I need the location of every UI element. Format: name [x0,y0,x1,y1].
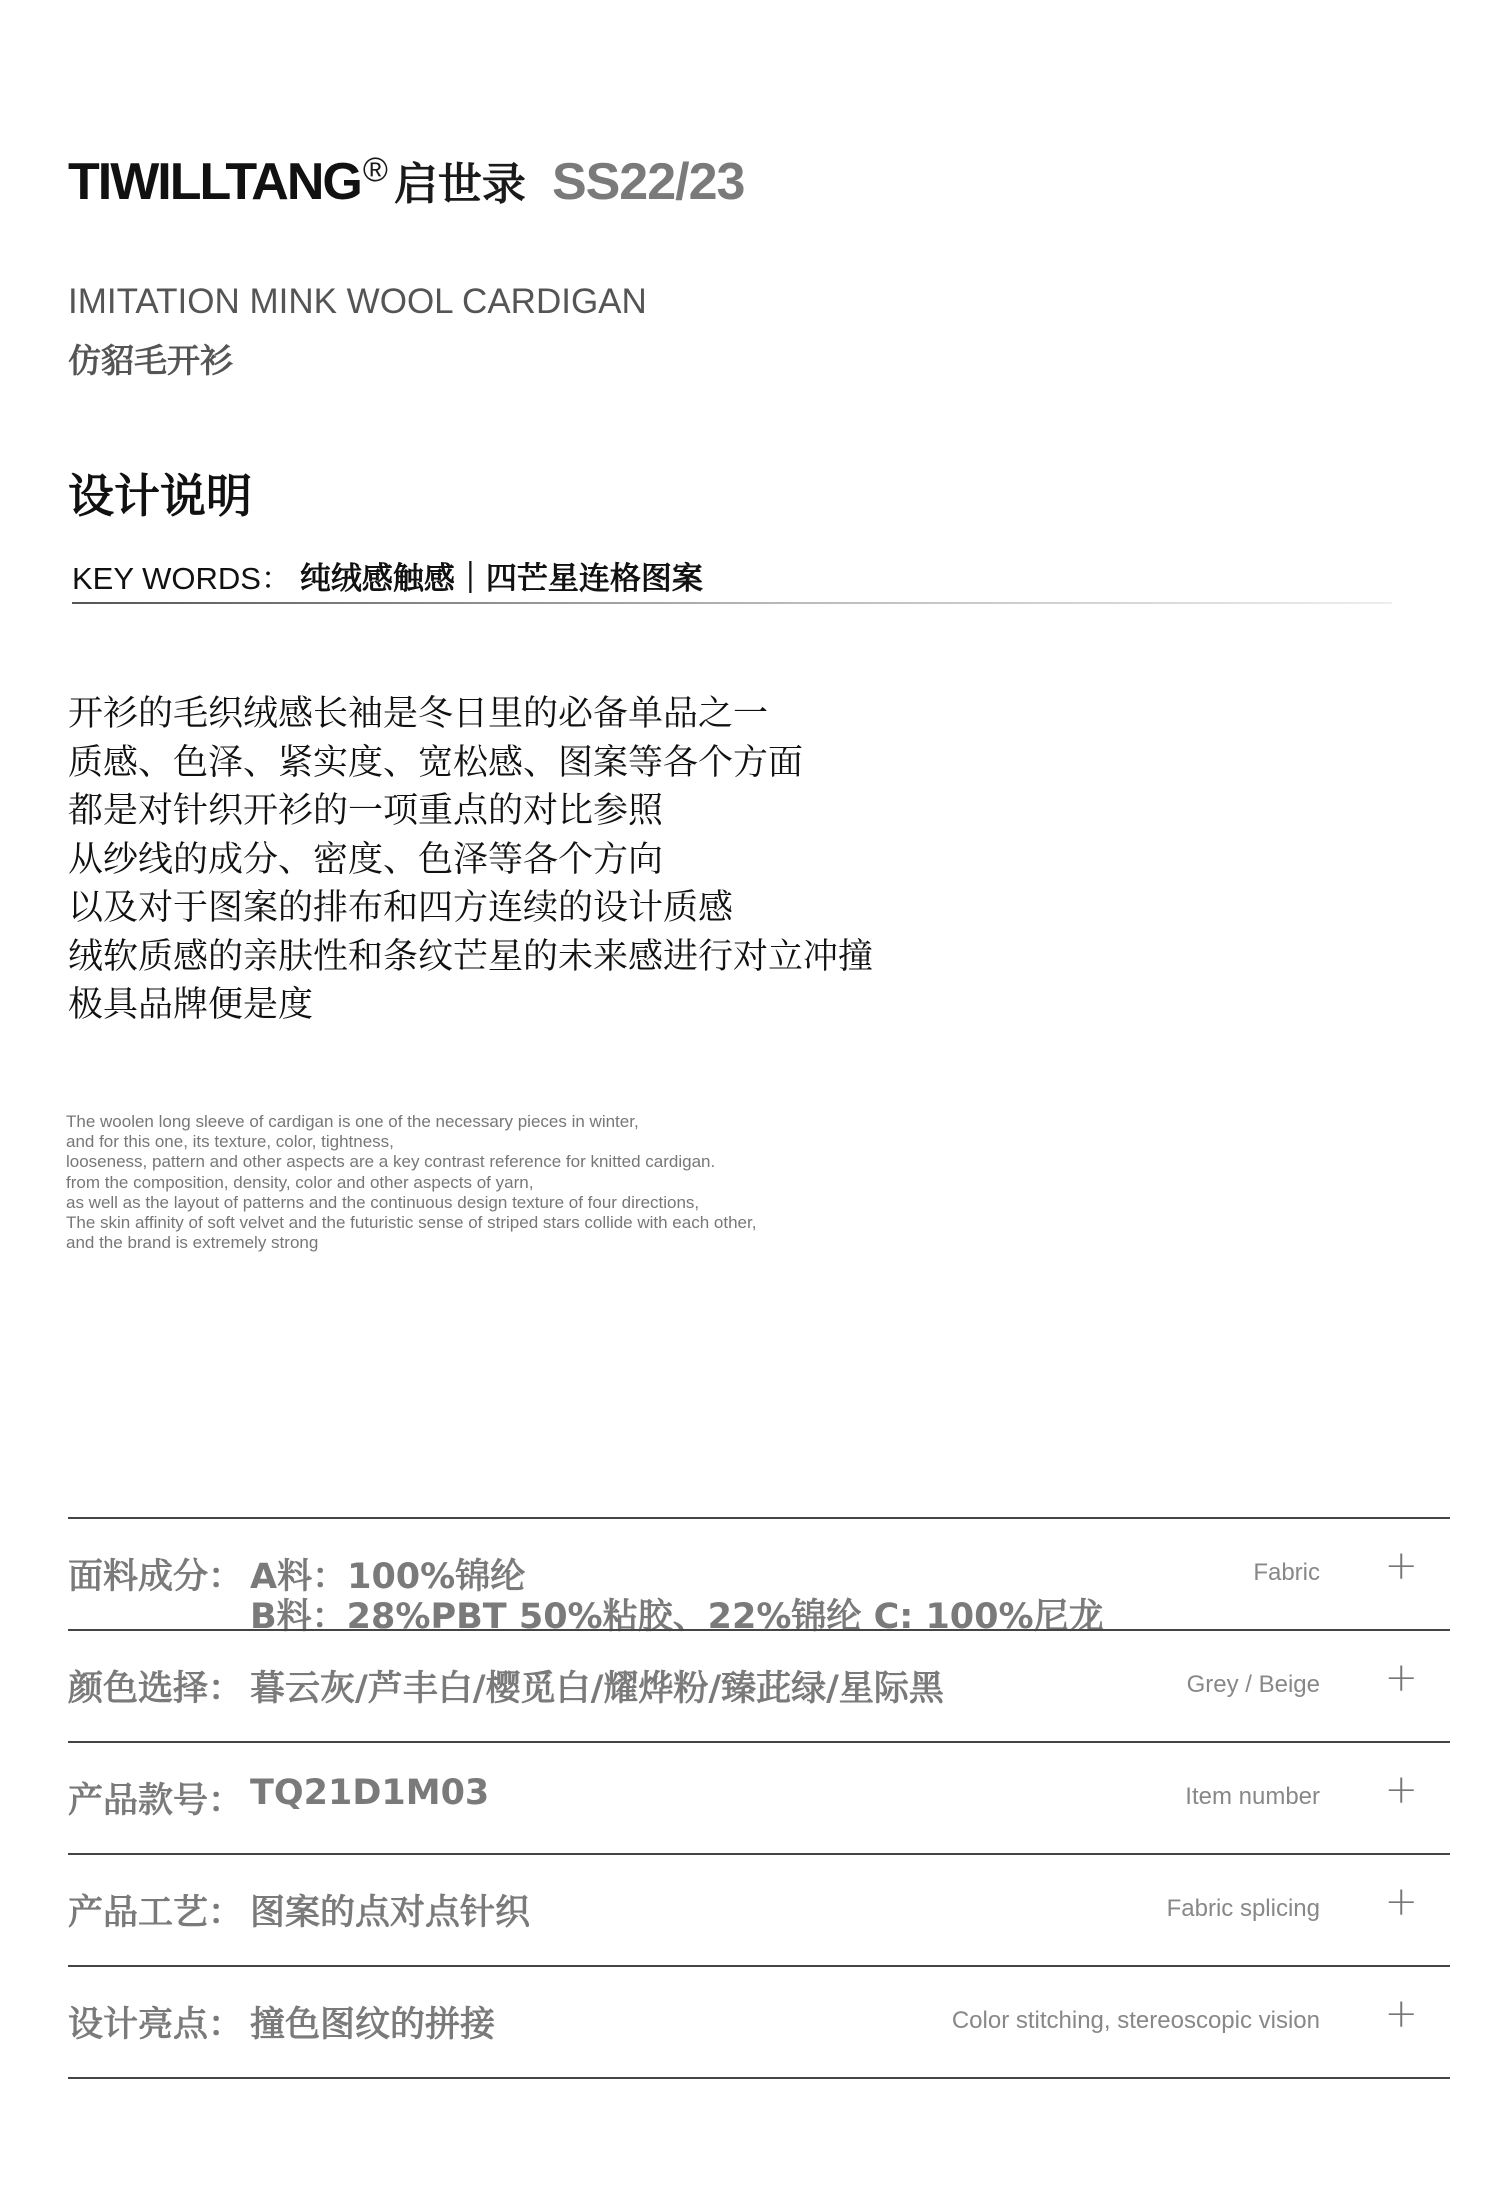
spec-label: 产品工艺： [68,1893,244,1933]
spec-value: 暮云灰/芦丰白/樱觅白/耀烨粉/臻茈绿/星际黑 [250,1669,944,1709]
description-cn-line: 从纱线的成分、密度、色泽等各个方向 [68,839,664,880]
spec-label-en: Fabric [1253,1559,1320,1586]
spec-label: 产品款号： [68,1781,244,1821]
registered-mark: ® [362,151,388,189]
spec-label-en: Grey / Beige [1186,1671,1320,1698]
plus-icon[interactable]: + [1384,1543,1418,1589]
description-cn-line: 开衫的毛织绒感长袖是冬日里的必备单品之一 [68,694,769,734]
description-en-line: The woolen long sleeve of cardigan is one of the necessary pieces in winter, [66,1112,639,1131]
spec-value: TQ21D1M03 [250,1773,490,1813]
keywords-divider [72,602,1392,604]
description-cn-line: 都是对针织开衫的一项重点的对比参照 [68,791,664,831]
description-en [66,1112,756,1253]
description-cn-line: 极具品牌便是度 [68,985,314,1025]
description-en-line: and the brand is extremely strong [66,1233,319,1253]
brand-header [68,148,745,211]
spec-table-end-divider [68,2077,1450,2079]
spec-row-highlight[interactable] [68,1965,1450,2077]
spec-label-en: Item number [1185,1783,1320,1810]
spec-table [68,1517,1450,2079]
description-cn [68,690,873,1030]
spec-row-fabric[interactable] [68,1517,1450,1637]
brand-name-cn: 启世录 [393,159,526,210]
design-section-title: 设计说明 [68,469,252,523]
description-en-line: as well as the layout of patterns and the continuous design texture of four directions, [66,1192,700,1212]
description-cn-line: 质感、色泽、紧实度、宽松感、图案等各个方面 [68,742,804,783]
spec-row-craft[interactable] [68,1853,1450,1965]
spec-row-color[interactable] [68,1629,1450,1741]
spec-value: 撞色图纹的拼接 [250,2005,496,2045]
plus-icon[interactable]: + [1384,1767,1418,1813]
description-en-line: from the composition, density, color and other aspects of yarn, [66,1172,534,1192]
description-cn-line: 以及对于图案的排布和四方连续的设计质感 [68,888,734,928]
keywords-value: 纯绒感触感｜四芒星连格图案 [299,561,703,597]
spec-value: 图案的点对点针织 [250,1893,531,1933]
spec-label: 颜色选择： [68,1669,244,1709]
spec-label-en: Fabric splicing [1166,1895,1320,1922]
spec-value: A料：100%锦纶 [250,1557,526,1597]
brand-logo: TIWILLTANG [68,153,361,211]
spec-label: 面料成分： [68,1557,244,1597]
keywords-label: KEY WORDS： [72,561,292,596]
keywords-line [72,553,703,598]
plus-icon[interactable]: + [1384,1879,1418,1925]
description-en-line: and for this one, its texture, color, tightness, [66,1132,394,1152]
spec-label: 设计亮点： [68,2005,244,2045]
plus-icon[interactable]: + [1384,1655,1418,1701]
spec-label-en: Color stitching, stereoscopic vision [951,2007,1320,2034]
season-label: SS22/23 [551,153,745,211]
product-name-cn: 仿貂毛开衫 [68,341,233,380]
plus-icon[interactable]: + [1384,1991,1418,2037]
spec-row-item-number[interactable] [68,1741,1450,1853]
description-cn-line: 绒软质感的亲肤性和条纹芒星的未来感进行对立冲撞 [68,936,874,977]
description-en-line: The skin affinity of soft velvet and the futuristic sense of striped stars collide with each other, [66,1213,757,1233]
spec-value-secondary: B料：28%PBT 50%粘胶、22%锦纶 C: 100%尼龙 [250,1597,1104,1637]
product-name-en: IMITATION MINK WOOL CARDIGAN [68,282,647,321]
description-en-line: looseness, pattern and other aspects are a key contrast reference for knitted cardigan. [66,1152,716,1172]
